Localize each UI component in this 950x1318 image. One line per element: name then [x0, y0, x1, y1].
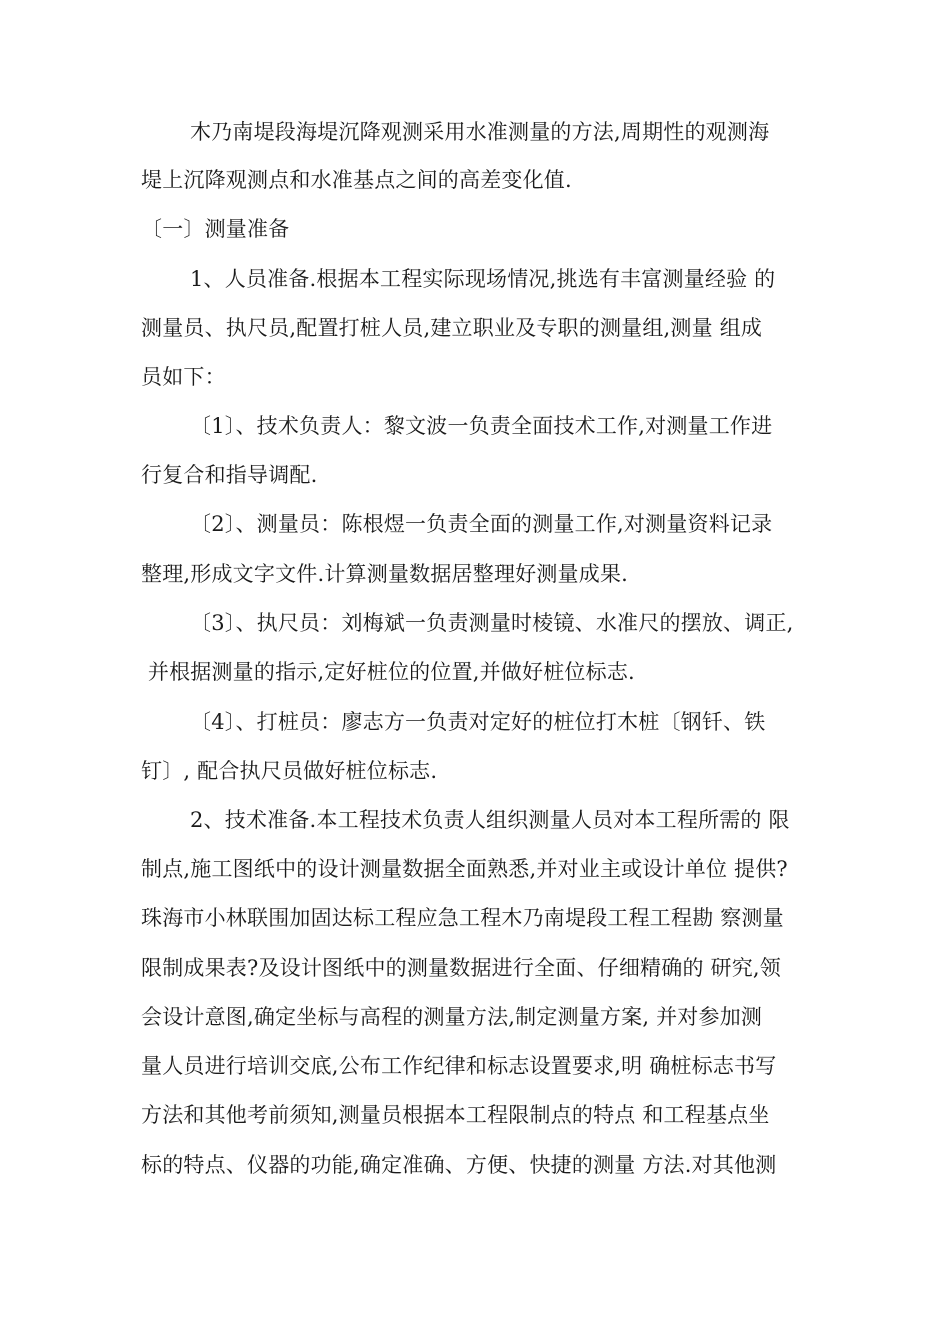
paragraph-intro-line-1: 木乃南堤段海堤沉降观测采用水准测量的方法,周期性的观测海: [190, 120, 770, 144]
section-heading-measurement-prep: 〔一〕测量准备: [141, 217, 290, 241]
subitem-2-line-2: 整理,形成文字文件.计算测量数据居整理好测量成果.: [141, 562, 629, 586]
item-2-line-6: 量人员进行培训交底,公布工作纪律和标志设置要求,明 确桩标志书写: [141, 1054, 777, 1078]
subitem-4-line-1: 〔4〕、打桩员：廖志方一负责对定好的桩位打木桩〔钢钎、铁: [190, 710, 766, 734]
paragraph-intro-line-2: 堤上沉降观测点和水准基点之间的高差变化值.: [141, 168, 572, 192]
item-2-line-1: 2、技术准备.本工程技术负责人组织测量人员对本工程所需的 限: [190, 808, 790, 832]
item-1-line-3: 员如下：: [141, 365, 226, 389]
item-2-line-2: 制点,施工图纸中的设计测量数据全面熟悉,并对业主或设计单位 提供?: [141, 857, 788, 881]
subitem-3-line-2: 并根据测量的指示,定好桩位的位置,并做好桩位标志.: [141, 660, 635, 684]
item-1-line-2: 测量员、执尺员,配置打桩人员,建立职业及专职的测量组,测量 组成: [141, 316, 763, 340]
item-2-line-7: 方法和其他考前须知,测量员根据本工程限制点的特点 和工程基点坐: [141, 1103, 770, 1127]
item-1-line-1: 1、人员准备.根据本工程实际现场情况,挑选有丰富测量经验 的: [190, 267, 776, 291]
item-2-line-4: 限制成果表?及设计图纸中的测量数据进行全面、仔细精确的 研究,领: [141, 956, 782, 980]
item-2-line-8: 标的特点、仪器的功能,确定准确、方便、快捷的测量 方法.对其他测: [141, 1153, 777, 1177]
subitem-2-line-1: 〔2〕、测量员：陈根煜一负责全面的测量工作,对测量资料记录: [190, 512, 773, 536]
item-2-line-5: 会设计意图,确定坐标与高程的测量方法,制定测量方案, 并对参加测: [141, 1005, 763, 1029]
subitem-4-line-2: 钉〕, 配合执尺员做好桩位标志.: [141, 759, 438, 783]
item-2-line-3: 珠海市小林联围加固达标工程应急工程木乃南堤段工程工程勘 察测量: [141, 906, 784, 930]
subitem-1-line-2: 行复合和指导调配.: [141, 463, 318, 487]
subitem-3-line-1: 〔3〕、执尺员：刘梅斌一负责测量时棱镜、水准尺的摆放、调正,: [190, 611, 794, 635]
subitem-1-line-1: 〔1〕、技术负责人：黎文波一负责全面技术工作,对测量工作进: [190, 414, 773, 438]
